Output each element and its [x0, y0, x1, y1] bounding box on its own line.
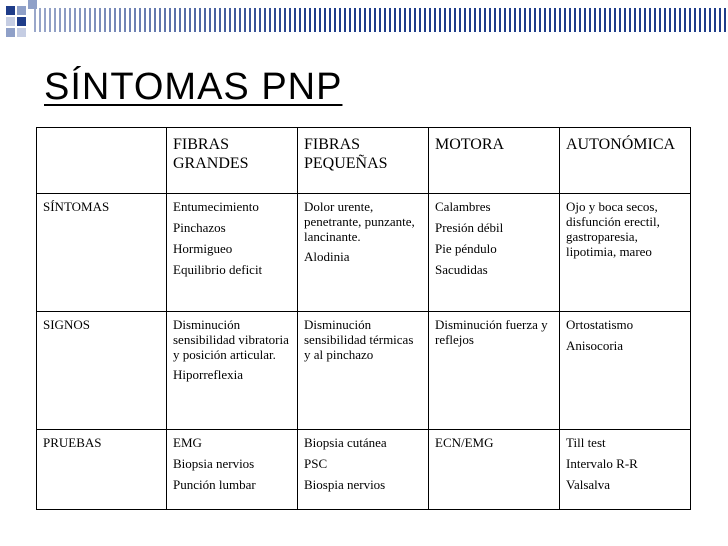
cell-line: Intervalo R-R: [566, 455, 638, 471]
table-cell: [560, 312, 691, 430]
row-label: SIGNOS: [37, 312, 167, 430]
cell-line: Till test: [566, 435, 606, 450]
header-cell-autonomica: AUTONÓMICA: [560, 128, 691, 194]
cell-line: Equilibrio deficit: [173, 261, 263, 277]
row-label: PRUEBAS: [37, 430, 167, 510]
cell-line: Biopsia cutánea: [304, 435, 387, 450]
row-label: SÍNTOMAS: [37, 194, 167, 312]
table-cell: [298, 194, 429, 312]
table-row-pruebas: [37, 430, 691, 510]
table-cell: [429, 194, 560, 312]
decorative-square: [6, 6, 15, 15]
cell-line: Punción lumbar: [173, 476, 256, 492]
decorative-bar-fade: [34, 8, 728, 32]
table-cell: [560, 430, 691, 510]
cell-line: Anisocoria: [566, 337, 624, 353]
cell-line: Sacudidas: [435, 261, 488, 277]
table-cell: [429, 430, 560, 510]
cell-line: Presión débil: [435, 219, 504, 235]
header-cell-motora: MOTORA: [429, 128, 560, 194]
table-cell: [298, 430, 429, 510]
header-cell-fibras-pequenas: FIBRAS PEQUEÑAS: [298, 128, 429, 194]
cell-line: EMG: [173, 435, 202, 450]
slide-title: SÍNTOMAS PNP: [44, 66, 343, 108]
table-row-sintomas: [37, 194, 691, 312]
cell-line: Entumecimiento: [173, 199, 259, 214]
table-header-row: [37, 128, 691, 194]
decorative-square: [6, 28, 15, 37]
cell-line: Ojo y boca secos, disfunción erectil, gastroparesia, lipotimia, mareo: [566, 199, 660, 259]
table-cell: [167, 312, 298, 430]
cell-line: Disminución fuerza y reflejos: [435, 317, 548, 347]
decorative-square: [17, 28, 26, 37]
cell-line: Pie péndulo: [435, 240, 497, 256]
cell-line: Ortostatismo: [566, 317, 634, 332]
cell-line: Pinchazos: [173, 219, 226, 235]
cell-line: Hormigueo: [173, 240, 233, 256]
cell-line: Dolor urente, penetrante, punzante, lancinante.: [304, 199, 415, 244]
cell-line: Disminución sensibilidad térmicas y al pinchazo: [304, 317, 414, 362]
decorative-square: [17, 17, 26, 26]
cell-line: Hiporreflexia: [173, 366, 244, 382]
decorative-square: [28, 0, 37, 9]
table-cell: [429, 312, 560, 430]
table-cell: [167, 194, 298, 312]
table-cell: [298, 312, 429, 430]
cell-line: PSC: [304, 455, 328, 471]
cell-line: ECN/EMG: [435, 435, 494, 450]
cell-line: Biospia nervios: [304, 476, 386, 492]
symptoms-table: [36, 127, 691, 510]
table-row-signos: [37, 312, 691, 430]
cell-line: Valsalva: [566, 476, 611, 492]
cell-line: Disminución sensibilidad vibratoria y posición articular.: [173, 317, 289, 362]
decorative-square: [17, 6, 26, 15]
cell-line: Calambres: [435, 199, 491, 214]
decorative-square: [6, 17, 15, 26]
header-cell-empty: [37, 128, 167, 194]
table-cell: [167, 430, 298, 510]
header-cell-fibras-grandes: FIBRAS GRANDES: [167, 128, 298, 194]
cell-line: Alodinia: [304, 248, 350, 264]
table-cell: [560, 194, 691, 312]
cell-line: Biopsia nervios: [173, 455, 255, 471]
